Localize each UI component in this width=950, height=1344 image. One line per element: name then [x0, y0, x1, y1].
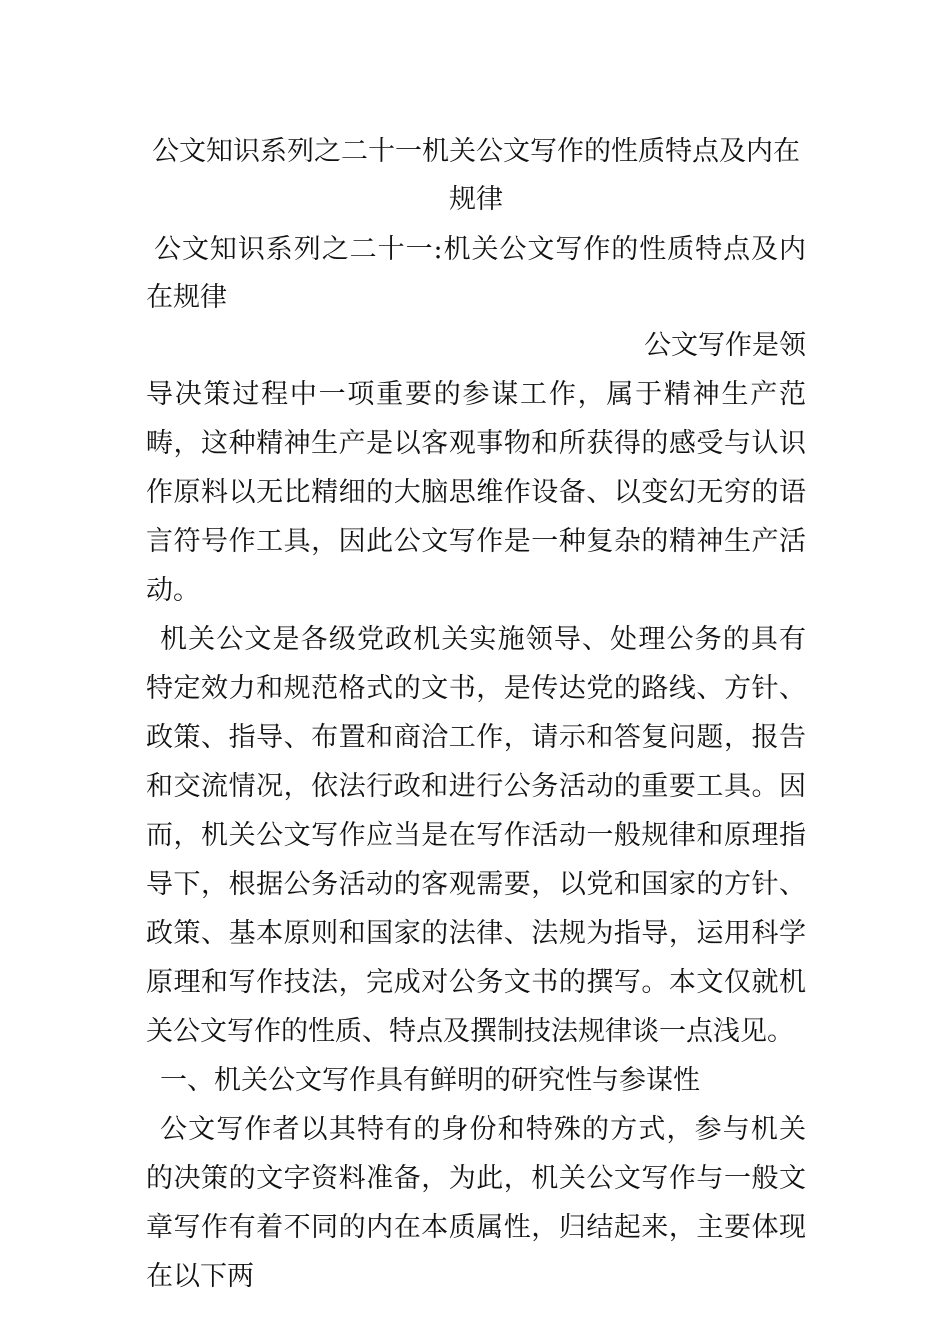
- document-page: [146, 128, 806, 1301]
- intro-right-aligned: 公文写作是领: [644, 330, 806, 361]
- section-heading-1: 一、机关公文写作具有鲜明的研究性与参谋性: [160, 1065, 700, 1096]
- intro-paragraph: 导决策过程中一项重要的参谋工作，属于精神生产范畴，这种精神生产是以客观事物和所获得的感受与认识作原料以无比精细的大脑思维作设备、以变幻无穷的语言符号作工具，因此公文写作是一种复杂的精神生产活动。: [146, 379, 806, 606]
- document-subtitle: 公文知识系列之二十一:机关公文写作的性质特点及内在规律: [146, 234, 806, 313]
- paragraph-3: 公文写作者以其特有的身份和特殊的方式，参与机关的决策的文字资料准备，为此，机关公文写作与一般文章写作有着不同的内在本质属性，归结起来，主要体现在以下两: [146, 1114, 806, 1292]
- paragraph-2: 机关公文是各级党政机关实施领导、处理公务的具有特定效力和规范格式的文书，是传达党的路线、方针、政策、指导、布置和商洽工作，请示和答复问题，报告和交流情况，依法行政和进行公务活动的重要工具。因而，机关公文写作应当是在写作活动一般规律和原理指导下，根据公务活动的客观需要，以党和国家的方针、政策、基本原则和国家的法律、法规为指导，运用科学原理和写作技法，完成对公务文书的撰写。本文仅就机关公文写作的性质、特点及撰制技法规律谈一点浅见。: [146, 624, 806, 1047]
- document-title: 公文知识系列之二十一机关公文写作的性质特点及内在规律: [152, 136, 800, 215]
